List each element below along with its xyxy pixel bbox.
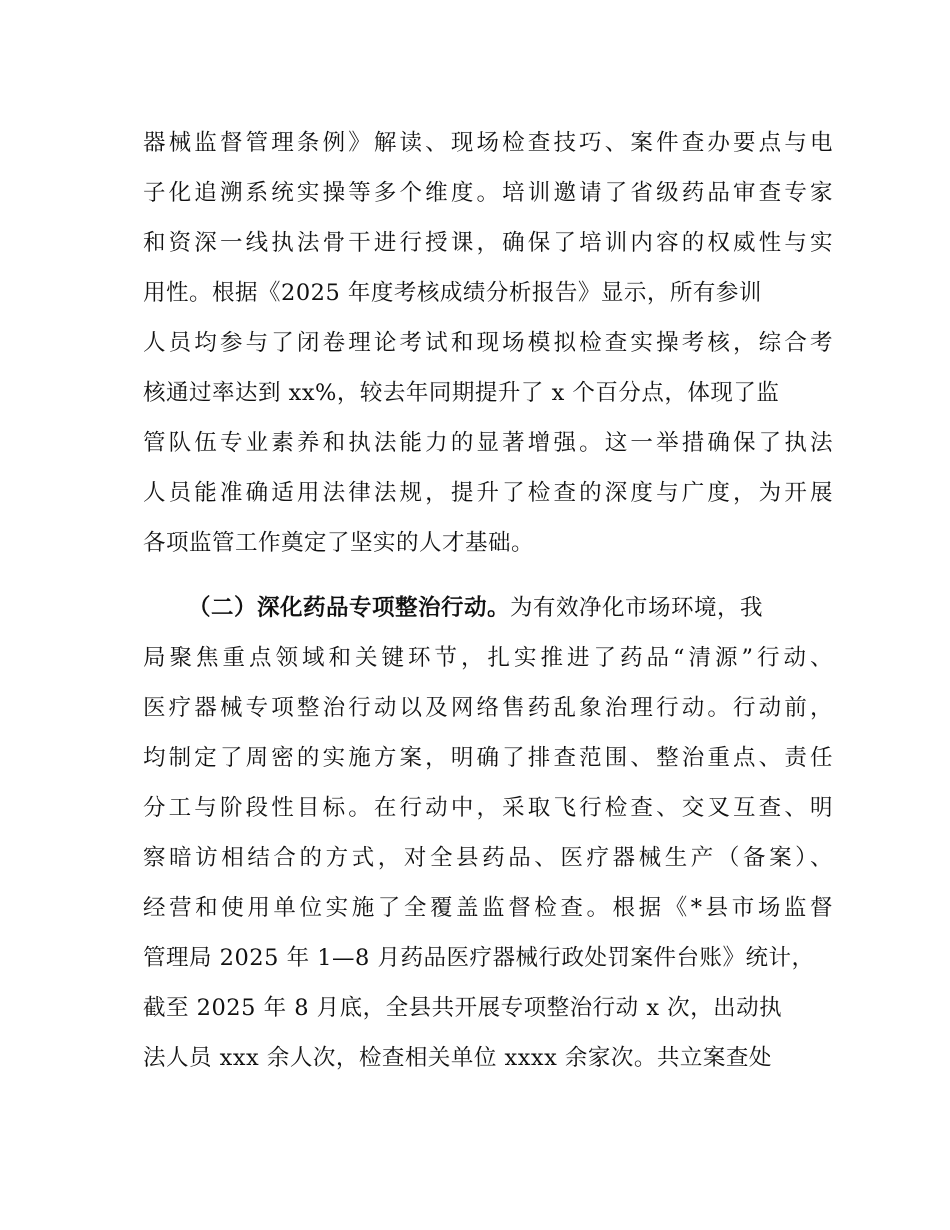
paragraph-2-line-2: 局聚焦重点领域和关键环节，扎实推进了药品“清源”行动、 [143,645,833,671]
paragraph-2-intro: 为有效净化市场环境，我 [510,595,764,621]
paragraph-2-line-3: 医疗器械专项整治行动以及网络售药乱象治理行动。行动前， [143,695,833,721]
paragraph-2-line-5: 分工与阶段性目标。在行动中，采取飞行检查、交叉互查、明 [143,795,833,821]
paragraph-1-line-2: 子化追溯系统实操等多个维度。培训邀请了省级药品审查专家 [143,180,833,206]
paragraph-1-line-8: 人员能准确适用法律法规，提升了检查的深度与广度，为开展 [143,480,833,506]
paragraph-1-line-9: 各项监管工作奠定了坚实的人才基础。 [143,530,535,556]
paragraph-2-line-6: 察暗访相结合的方式，对全县药品、医疗器械生产（备案）、 [143,845,833,871]
section-heading: （二）深化药品专项整治行动。 [188,595,511,621]
paragraph-2-line-4: 均制定了周密的实施方案，明确了排查范围、整治重点、责任 [143,745,833,771]
paragraph-1-line-7: 管队伍专业素养和执法能力的显著增强。这一举措确保了执法 [143,430,833,456]
paragraph-1-line-3: 和资深一线执法骨干进行授课，确保了培训内容的权威性与实 [143,230,833,256]
paragraph-2-line-9: 截至 2025 年 8 月底，全县共开展专项整治行动 x 次，出动执 [143,995,783,1021]
paragraph-1-line-5: 人员均参与了闭卷理论考试和现场模拟检查实操考核，综合考 [143,330,833,356]
paragraph-1-line-4: 用性。根据《2025 年度考核成绩分析报告》显示，所有参训 [143,280,762,306]
paragraph-1-line-1: 器械监督管理条例》解读、现场检查技巧、案件查办要点与电 [143,130,833,156]
paragraph-2-line-8: 管理局 2025 年 1—8 月药品医疗器械行政处罚案件台账》统计， [143,945,815,971]
paragraph-2-line-10: 法人员 xxx 余人次，检查相关单位 xxxx 余家次。共立案查处 [143,1045,772,1071]
paragraph-2-line-7: 经营和使用单位实施了全覆盖监督检查。根据《*县市场监督 [143,895,833,921]
paragraph-2-line-1 [188,591,833,625]
paragraph-1-line-6: 核通过率达到 xx%，较去年同期提升了 x 个百分点，体现了监 [143,380,780,406]
